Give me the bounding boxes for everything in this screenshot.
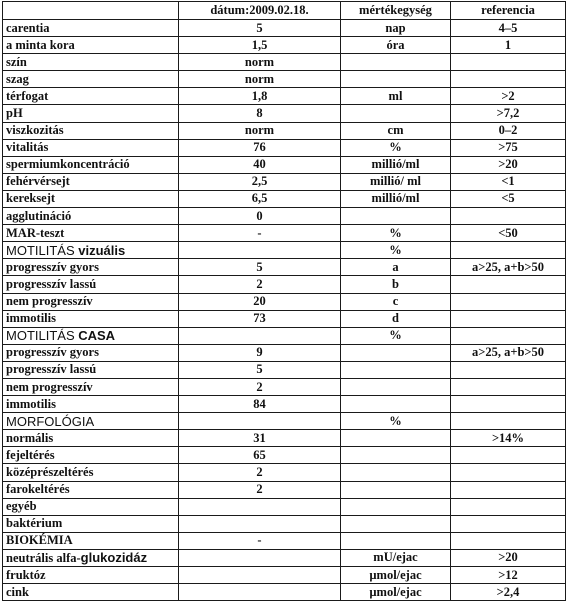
table-row bbox=[3, 413, 566, 430]
row-label: térfogat bbox=[3, 88, 179, 105]
row-value: 40 bbox=[179, 156, 341, 173]
row-unit bbox=[341, 396, 451, 413]
row-reference: a>25, a+b>50 bbox=[451, 259, 566, 276]
row-label: normális bbox=[3, 430, 179, 447]
row-unit: b bbox=[341, 276, 451, 293]
row-unit: d bbox=[341, 310, 451, 327]
row-reference bbox=[451, 310, 566, 327]
row-unit bbox=[341, 481, 451, 498]
row-unit: % bbox=[341, 413, 451, 430]
row-unit: % bbox=[341, 225, 451, 242]
table-row bbox=[3, 259, 566, 276]
row-reference bbox=[451, 396, 566, 413]
table-row bbox=[3, 584, 566, 601]
row-reference bbox=[451, 481, 566, 498]
row-label-part-b: glukozidáz bbox=[80, 549, 148, 565]
row-label: carentia bbox=[3, 20, 179, 37]
table-row bbox=[3, 88, 566, 105]
row-unit bbox=[341, 105, 451, 122]
row-label: progresszív lassú bbox=[3, 361, 179, 378]
row-reference bbox=[451, 276, 566, 293]
row-reference bbox=[451, 515, 566, 532]
row-label: vitalitás bbox=[3, 139, 179, 156]
row-unit bbox=[341, 447, 451, 464]
row-label-part-a: MOTILITÁS bbox=[6, 328, 79, 344]
row-label-part-a: MORFOLÓGIA bbox=[6, 413, 95, 429]
row-reference: >2,4 bbox=[451, 584, 566, 601]
header-date: dátum:2009.02.18. bbox=[179, 2, 341, 20]
table-body bbox=[3, 2, 566, 601]
table-row bbox=[3, 361, 566, 378]
row-label: farokeltérés bbox=[3, 481, 179, 498]
row-value: 2 bbox=[179, 378, 341, 395]
row-unit bbox=[341, 464, 451, 481]
row-reference bbox=[451, 71, 566, 88]
row-reference: >20 bbox=[451, 549, 566, 566]
row-reference bbox=[451, 498, 566, 515]
row-value: 20 bbox=[179, 293, 341, 310]
row-value bbox=[179, 515, 341, 532]
row-value: 5 bbox=[179, 361, 341, 378]
row-label bbox=[3, 549, 179, 566]
table-row bbox=[3, 122, 566, 139]
row-label: kereksejt bbox=[3, 190, 179, 207]
row-value: norm bbox=[179, 71, 341, 88]
row-label: baktérium bbox=[3, 515, 179, 532]
row-unit: % bbox=[341, 139, 451, 156]
row-label: agglutináció bbox=[3, 208, 179, 225]
row-value: 65 bbox=[179, 447, 341, 464]
row-label: fruktóz bbox=[3, 567, 179, 584]
table-row bbox=[3, 139, 566, 156]
row-unit: millió/ml bbox=[341, 156, 451, 173]
table-header-row bbox=[3, 2, 566, 20]
row-reference: a>25, a+b>50 bbox=[451, 344, 566, 361]
row-value bbox=[179, 584, 341, 601]
table-row bbox=[3, 173, 566, 190]
table-row bbox=[3, 532, 566, 549]
row-reference: 4–5 bbox=[451, 20, 566, 37]
row-reference bbox=[451, 378, 566, 395]
row-label: spermiumkoncentráció bbox=[3, 156, 179, 173]
row-unit bbox=[341, 515, 451, 532]
row-label: cink bbox=[3, 584, 179, 601]
table-row bbox=[3, 105, 566, 122]
row-value: 0 bbox=[179, 208, 341, 225]
row-value: 6,5 bbox=[179, 190, 341, 207]
row-reference: 1 bbox=[451, 37, 566, 54]
row-reference: >14% bbox=[451, 430, 566, 447]
row-value: 2 bbox=[179, 464, 341, 481]
row-unit: µmol/ejac bbox=[341, 584, 451, 601]
row-label: egyéb bbox=[3, 498, 179, 515]
table-row bbox=[3, 71, 566, 88]
table-row bbox=[3, 327, 566, 344]
row-reference bbox=[451, 532, 566, 549]
row-reference: <5 bbox=[451, 190, 566, 207]
semen-analysis-table bbox=[2, 1, 566, 601]
header-reference: referencia bbox=[451, 2, 566, 20]
table-row bbox=[3, 310, 566, 327]
row-label-part-a: neutrális alfa- bbox=[6, 550, 81, 565]
row-label: BIOKÉMIA bbox=[3, 532, 179, 549]
row-unit: c bbox=[341, 293, 451, 310]
row-reference bbox=[451, 327, 566, 344]
row-label: középrészeltérés bbox=[3, 464, 179, 481]
row-reference: 0–2 bbox=[451, 122, 566, 139]
row-label: nem progresszív bbox=[3, 293, 179, 310]
row-unit bbox=[341, 344, 451, 361]
row-value: norm bbox=[179, 54, 341, 71]
row-label: progresszív lassú bbox=[3, 276, 179, 293]
row-value bbox=[179, 413, 341, 430]
row-label: fejeltérés bbox=[3, 447, 179, 464]
row-value: 76 bbox=[179, 139, 341, 156]
row-value: 5 bbox=[179, 20, 341, 37]
table-row bbox=[3, 464, 566, 481]
row-unit: % bbox=[341, 242, 451, 259]
row-label: progresszív gyors bbox=[3, 344, 179, 361]
row-value: 1,5 bbox=[179, 37, 341, 54]
row-reference: <50 bbox=[451, 225, 566, 242]
row-reference bbox=[451, 413, 566, 430]
table-row bbox=[3, 515, 566, 532]
header-blank-cell bbox=[3, 2, 179, 20]
row-reference: >7,2 bbox=[451, 105, 566, 122]
row-value bbox=[179, 242, 341, 259]
row-unit: µmol/ejac bbox=[341, 567, 451, 584]
lab-report-sheet bbox=[2, 1, 565, 599]
row-reference: <1 bbox=[451, 173, 566, 190]
row-value bbox=[179, 498, 341, 515]
row-value: 1,8 bbox=[179, 88, 341, 105]
row-value: 8 bbox=[179, 105, 341, 122]
row-unit: millió/ ml bbox=[341, 173, 451, 190]
row-unit: ml bbox=[341, 88, 451, 105]
row-reference: >2 bbox=[451, 88, 566, 105]
row-value: 2 bbox=[179, 481, 341, 498]
row-label bbox=[3, 413, 179, 430]
row-value: 5 bbox=[179, 259, 341, 276]
row-unit bbox=[341, 532, 451, 549]
row-unit bbox=[341, 208, 451, 225]
table-row bbox=[3, 208, 566, 225]
table-row bbox=[3, 447, 566, 464]
row-label: immotilis bbox=[3, 396, 179, 413]
row-reference: >75 bbox=[451, 139, 566, 156]
header-unit: mértékegység bbox=[341, 2, 451, 20]
row-reference bbox=[451, 447, 566, 464]
row-unit bbox=[341, 430, 451, 447]
row-unit bbox=[341, 498, 451, 515]
row-unit: a bbox=[341, 259, 451, 276]
row-reference bbox=[451, 293, 566, 310]
table-row bbox=[3, 156, 566, 173]
row-unit bbox=[341, 71, 451, 88]
row-value: 31 bbox=[179, 430, 341, 447]
row-label: pH bbox=[3, 105, 179, 122]
table-row bbox=[3, 276, 566, 293]
row-value: 84 bbox=[179, 396, 341, 413]
row-label: szín bbox=[3, 54, 179, 71]
row-unit: nap bbox=[341, 20, 451, 37]
table-row bbox=[3, 567, 566, 584]
row-label-part-b: vizuális bbox=[78, 242, 126, 258]
row-label: MAR-teszt bbox=[3, 225, 179, 242]
table-row bbox=[3, 242, 566, 259]
row-label bbox=[3, 327, 179, 344]
table-row bbox=[3, 344, 566, 361]
row-value: 2 bbox=[179, 276, 341, 293]
table-row bbox=[3, 549, 566, 566]
row-label bbox=[3, 242, 179, 259]
row-unit: cm bbox=[341, 122, 451, 139]
row-label: progresszív gyors bbox=[3, 259, 179, 276]
row-label-part-a: MOTILITÁS bbox=[6, 242, 79, 258]
row-label: a minta kora bbox=[3, 37, 179, 54]
row-unit: % bbox=[341, 327, 451, 344]
row-value: 2,5 bbox=[179, 173, 341, 190]
row-reference bbox=[451, 208, 566, 225]
table-row bbox=[3, 481, 566, 498]
row-value: norm bbox=[179, 122, 341, 139]
table-row bbox=[3, 430, 566, 447]
table-row bbox=[3, 54, 566, 71]
row-unit: óra bbox=[341, 37, 451, 54]
row-reference bbox=[451, 54, 566, 71]
table-row bbox=[3, 20, 566, 37]
row-value: 9 bbox=[179, 344, 341, 361]
row-reference bbox=[451, 242, 566, 259]
row-label: viszkozitás bbox=[3, 122, 179, 139]
row-value bbox=[179, 327, 341, 344]
row-reference bbox=[451, 464, 566, 481]
row-unit: millió/ml bbox=[341, 190, 451, 207]
row-unit bbox=[341, 378, 451, 395]
row-label: fehérvérsejt bbox=[3, 173, 179, 190]
table-row bbox=[3, 225, 566, 242]
row-value bbox=[179, 549, 341, 566]
table-row bbox=[3, 378, 566, 395]
row-label: szag bbox=[3, 71, 179, 88]
row-unit bbox=[341, 54, 451, 71]
row-reference bbox=[451, 361, 566, 378]
row-reference: >20 bbox=[451, 156, 566, 173]
row-unit: mU/ejac bbox=[341, 549, 451, 566]
row-reference: >12 bbox=[451, 567, 566, 584]
row-value bbox=[179, 567, 341, 584]
table-row bbox=[3, 396, 566, 413]
table-row bbox=[3, 37, 566, 54]
row-label: nem progresszív bbox=[3, 378, 179, 395]
row-unit bbox=[341, 361, 451, 378]
table-row bbox=[3, 498, 566, 515]
table-row bbox=[3, 293, 566, 310]
row-value: - bbox=[179, 532, 341, 549]
row-value: - bbox=[179, 225, 341, 242]
table-row bbox=[3, 190, 566, 207]
row-label: immotilis bbox=[3, 310, 179, 327]
row-value: 73 bbox=[179, 310, 341, 327]
row-label-part-b: CASA bbox=[78, 328, 116, 344]
